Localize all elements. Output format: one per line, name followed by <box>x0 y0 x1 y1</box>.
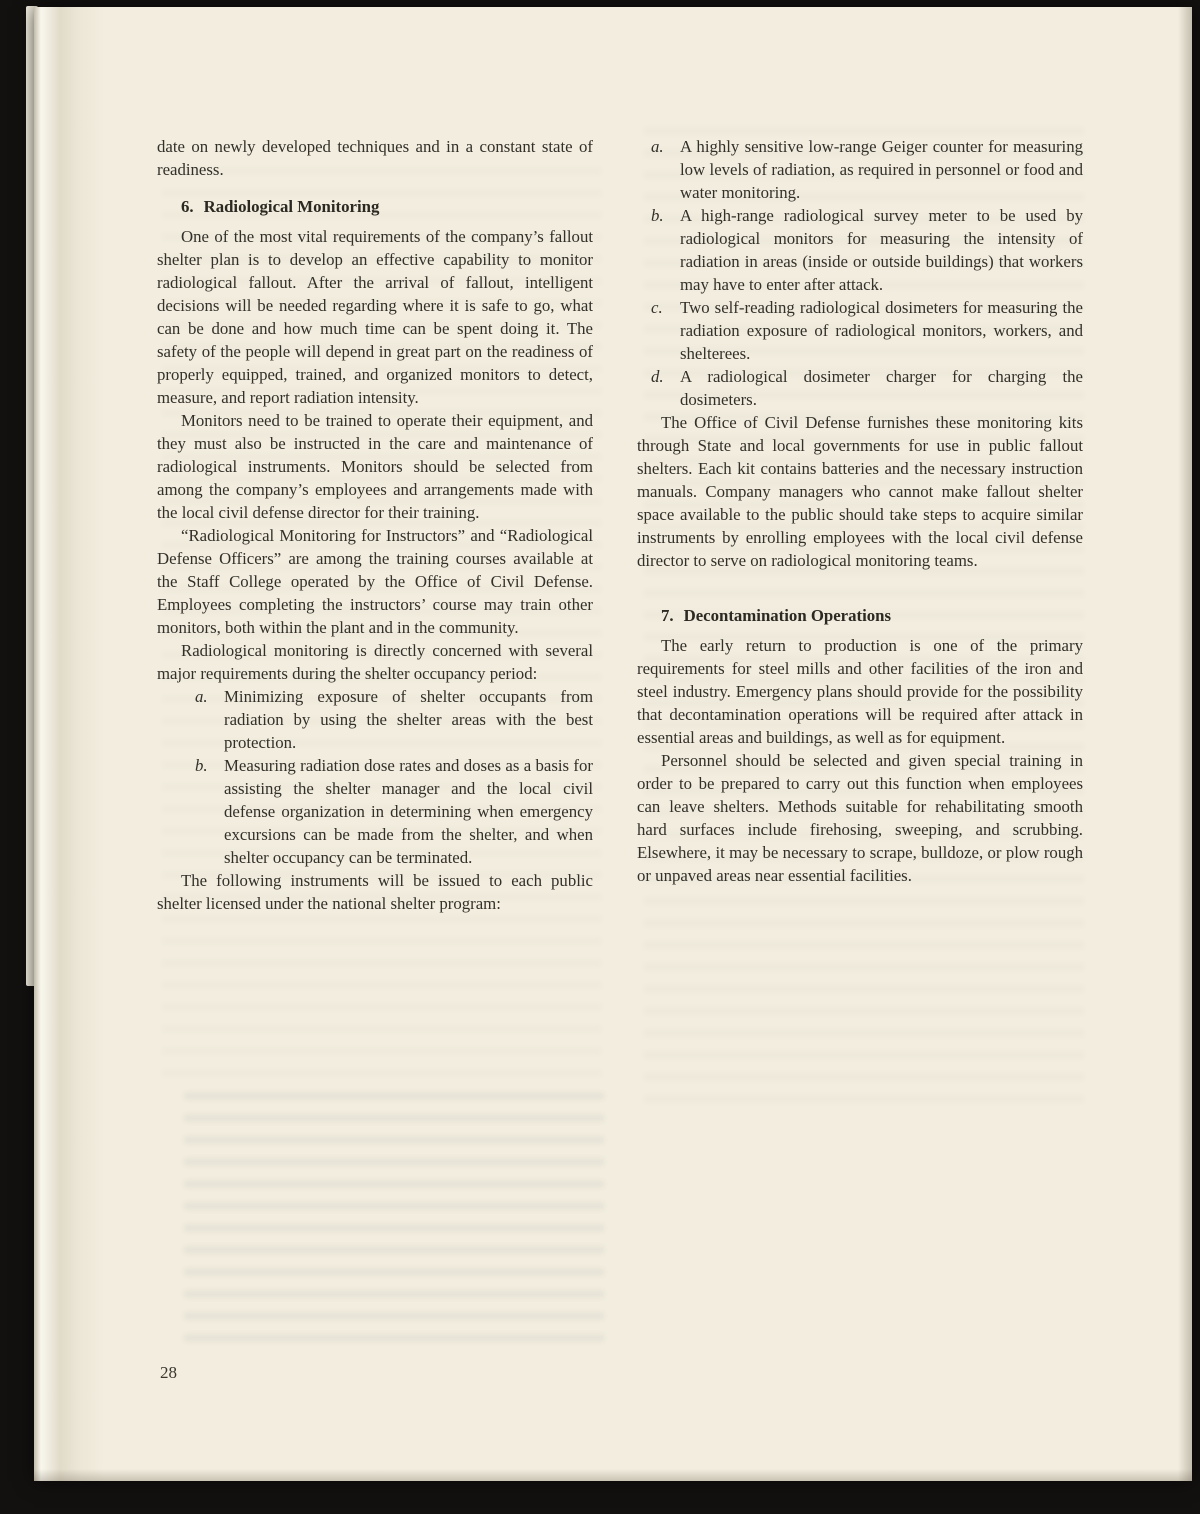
list-item-text: Measuring radiation dose rates and doses as a basis for assisting the shelter manager and the local civil defense organization in determining when emergency excursions can be made from the shelter, and when shelter occupancy can be terminated. <box>224 756 593 867</box>
paragraph: “Radiological Monitoring for Instructors” and “Radiological Defense Officers” are among the training courses available at the Staff College operated by the Office of Civil Defense. Employees completing the instructors’ course may train other monitors, both within the plant and in the community. <box>157 526 593 637</box>
section-number: 7. <box>661 606 674 625</box>
paragraph: The early return to production is one of the primary requirements for steel mills and other facilities of the iron and steel industry. Emergency plans should provide for the possibility that decontamination operations will be required after attack in essential areas and buildings, as well as for equipment. <box>637 636 1083 747</box>
paragraph-continuation: date on newly developed techniques and in a constant state of readiness. <box>157 137 593 179</box>
list-item <box>637 204 1083 296</box>
page-number: 28 <box>160 1363 177 1382</box>
list-item <box>637 135 1083 204</box>
paragraph: The Office of Civil Defense furnishes these monitoring kits through State and local governments for use in public fallout shelters. Each kit contains batteries and the necessary instruction manuals. Company managers who cannot make fallout shelter space available to the public should take steps to acquire similar instruments by enrolling employees with the local civil defense director to serve on radiological monitoring teams. <box>637 413 1083 570</box>
ink-bleed-through <box>184 1092 604 1342</box>
list-item <box>157 685 593 754</box>
list-item <box>637 365 1083 411</box>
binding-edge <box>34 7 104 1481</box>
list-item-label: c. <box>651 298 663 317</box>
list-item-label: a. <box>651 137 664 156</box>
list-item-text: A highly sensitive low-range Geiger counter for measuring low levels of radiation, as required in personnel or food and water monitoring. <box>680 137 1083 202</box>
list-item <box>637 296 1083 365</box>
section-number: 6. <box>181 197 194 216</box>
list-item-label: a. <box>195 687 208 706</box>
paragraph: One of the most vital requirements of the company’s fallout shelter plan is to develop an effective capability to monitor radiological fallout. After the arrival of fallout, intelligent decisions will be needed regarding where it is safe to go, what can be done and how much time can be spent doing it. The safety of the people will depend in great part on the readiness of properly equipped, trained, and organized monitors to detect, measure, and report radiation intensity. <box>157 227 593 407</box>
section-heading-7 <box>661 604 1083 627</box>
paragraph: The following instruments will be issued to each public shelter licensed under the national shelter program: <box>157 871 593 913</box>
list-item-text: A high-range radiological survey meter to be used by radiological monitors for measuring the intensity of radiation in areas (inside or outside buildings) that workers may have to enter after attack. <box>680 206 1083 294</box>
right-column <box>637 135 1083 887</box>
paragraph: Personnel should be selected and given special training in order to be prepared to carry out this function when employees can leave shelters. Methods suitable for rehabilitating smooth hard surfaces include firehosing, sweeping, and scrubbing. Elsewhere, it may be necessary to scrape, bulldoze, or plow rough or unpaved areas near essential facilities. <box>637 751 1083 885</box>
lettered-list <box>157 685 593 869</box>
list-item-text: A radiological dosimeter charger for charging the dosimeters. <box>680 367 1083 409</box>
section-title: Decontamination Operations <box>683 606 892 625</box>
left-column <box>157 135 593 915</box>
book-page <box>34 7 1192 1481</box>
paragraph: Monitors need to be trained to operate their equipment, and they must also be instructed in the care and maintenance of radiological instruments. Monitors should be selected from among the company’s employees and arrangements made with the local civil defense director for their training. <box>157 411 593 522</box>
list-item-text: Two self-reading radiological dosimeters for measuring the radiation exposure of radiological monitors, workers, and shelterees. <box>680 298 1083 363</box>
list-item-label: d. <box>651 367 664 386</box>
list-item-text: Minimizing exposure of shelter occupants from radiation by using the shelter areas with the best protection. <box>224 687 593 752</box>
lettered-list <box>637 135 1083 411</box>
section-title: Radiological Monitoring <box>203 197 380 216</box>
paragraph: Radiological monitoring is directly concerned with several major requirements during the shelter occupancy period: <box>157 641 593 683</box>
list-item <box>157 754 593 869</box>
page-edge-shadow <box>1178 7 1192 1481</box>
section-heading-6 <box>181 195 593 218</box>
list-item-label: b. <box>195 756 208 775</box>
page-edge-shadow <box>34 1469 1192 1481</box>
list-item-label: b. <box>651 206 664 225</box>
